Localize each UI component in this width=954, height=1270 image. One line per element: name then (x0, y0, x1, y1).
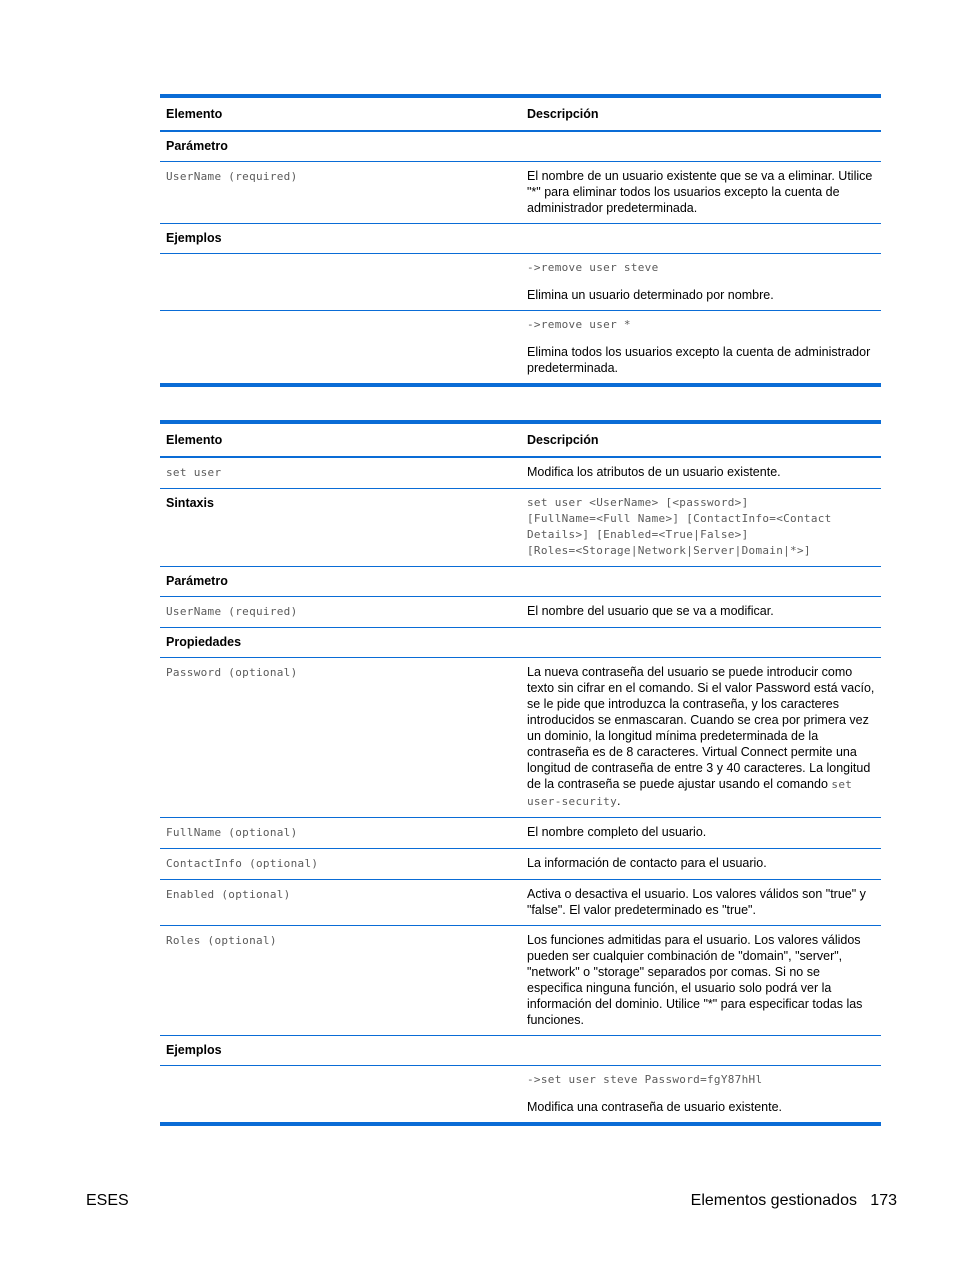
table-row (160, 162, 881, 224)
property-row (160, 818, 881, 849)
sentence-end: . (617, 794, 621, 808)
footer-page-info: Elementos gestionados 173 (690, 1192, 897, 1209)
column-header-elemento: Elemento (160, 96, 521, 131)
syntax-line: set user <UserName> [<password>] (527, 496, 749, 509)
footer-locale: ESES (86, 1192, 129, 1209)
section-label: Ejemplos (160, 224, 521, 254)
property-description: El nombre completo del usuario. (521, 818, 881, 849)
property-description: La información de contacto para el usuario. (521, 849, 881, 880)
section-row-ejemplos (160, 224, 881, 254)
property-description-text: La nueva contraseña del usuario se puede introducir como texto sin cifrar en el comando. Si el valor Password está vacío, se le pide que introduzca la contraseña, y los caracteres introducidos se enmascaran. Cuando se crea por primera vez un dominio, la longitud mínima predeterminada de la contraseña es de 8 caracteres. Virtual Connect permite una longitud de contraseña de entre 3 y 40 caracteres. La longitud de la contraseña se puede ajustar usando el comando (527, 665, 875, 791)
syntax-line: Details>] [Enabled=<True|False>] (527, 528, 749, 541)
section-row-ejemplos (160, 1036, 881, 1066)
param-description: El nombre del usuario que se va a modificar. (521, 597, 881, 628)
syntax-row (160, 489, 881, 567)
example-command: ->set user steve Password=fgY87hHl (527, 1073, 763, 1086)
command-name: set user (166, 466, 222, 479)
property-name: Roles (optional) (166, 934, 277, 947)
property-description: Los funciones admitidas para el usuario. Los valores válidos pueden ser cualquier combinación de "domain", "server", "network" o "storage" separados por comas. Si no se especifica ninguna función, el usuario solo podrá ver la información del dominio. Utilice "*" para especificar todas las funciones. (521, 926, 881, 1036)
example-description: Elimina todos los usuarios excepto la cuenta de administrador predeterminada. (527, 345, 871, 375)
section-label: Propiedades (160, 628, 521, 658)
syntax-line: [Roles=<Storage|Network|Server|Domain|*>] (527, 544, 811, 557)
param-description: El nombre de un usuario existente que se va a eliminar. Utilice "*" para eliminar todos los usuarios excepto la cuenta de administrador predeterminada. (521, 162, 881, 224)
property-name: Enabled (optional) (166, 888, 291, 901)
property-row (160, 849, 881, 880)
section-row-parametro (160, 567, 881, 597)
property-name: FullName (optional) (166, 826, 298, 839)
property-name: ContactInfo (optional) (166, 857, 319, 870)
section-label: Parámetro (160, 131, 521, 162)
param-name: UserName (required) (166, 605, 298, 618)
column-header-descripcion: Descripción (521, 422, 881, 457)
property-row (160, 926, 881, 1036)
param-name: UserName (required) (166, 170, 298, 183)
example-command: ->remove user * (527, 318, 631, 331)
section-label: Ejemplos (160, 1036, 521, 1066)
property-row (160, 880, 881, 926)
column-header-elemento: Elemento (160, 422, 521, 457)
table-header-row (160, 422, 881, 457)
table-header-row (160, 96, 881, 131)
command-description: Modifica los atributos de un usuario existente. (521, 457, 881, 489)
column-header-descripcion: Descripción (521, 96, 881, 131)
example-row (160, 1066, 881, 1125)
section-label: Parámetro (160, 567, 521, 597)
section-row-propiedades (160, 628, 881, 658)
example-row (160, 254, 881, 311)
example-row (160, 311, 881, 386)
table-row (160, 597, 881, 628)
property-row (160, 658, 881, 818)
property-description: Activa o desactiva el usuario. Los valores válidos son "true" y "false". El valor predeterminado es "true". (521, 880, 881, 926)
property-name: Password (optional) (166, 666, 298, 679)
example-description: Modifica una contraseña de usuario existente. (527, 1100, 783, 1114)
syntax-block (521, 489, 881, 567)
set-user-table (160, 420, 881, 1126)
example-command: ->remove user steve (527, 261, 659, 274)
example-description: Elimina un usuario determinado por nombre. (527, 288, 774, 302)
section-row-parametro (160, 131, 881, 162)
syntax-line: [FullName=<Full Name>] [ContactInfo=<Contact (527, 512, 832, 525)
section-label: Sintaxis (160, 489, 521, 567)
property-description (521, 658, 881, 818)
inline-command: set user-security (527, 778, 853, 808)
remove-user-table (160, 94, 881, 387)
command-row (160, 457, 881, 489)
